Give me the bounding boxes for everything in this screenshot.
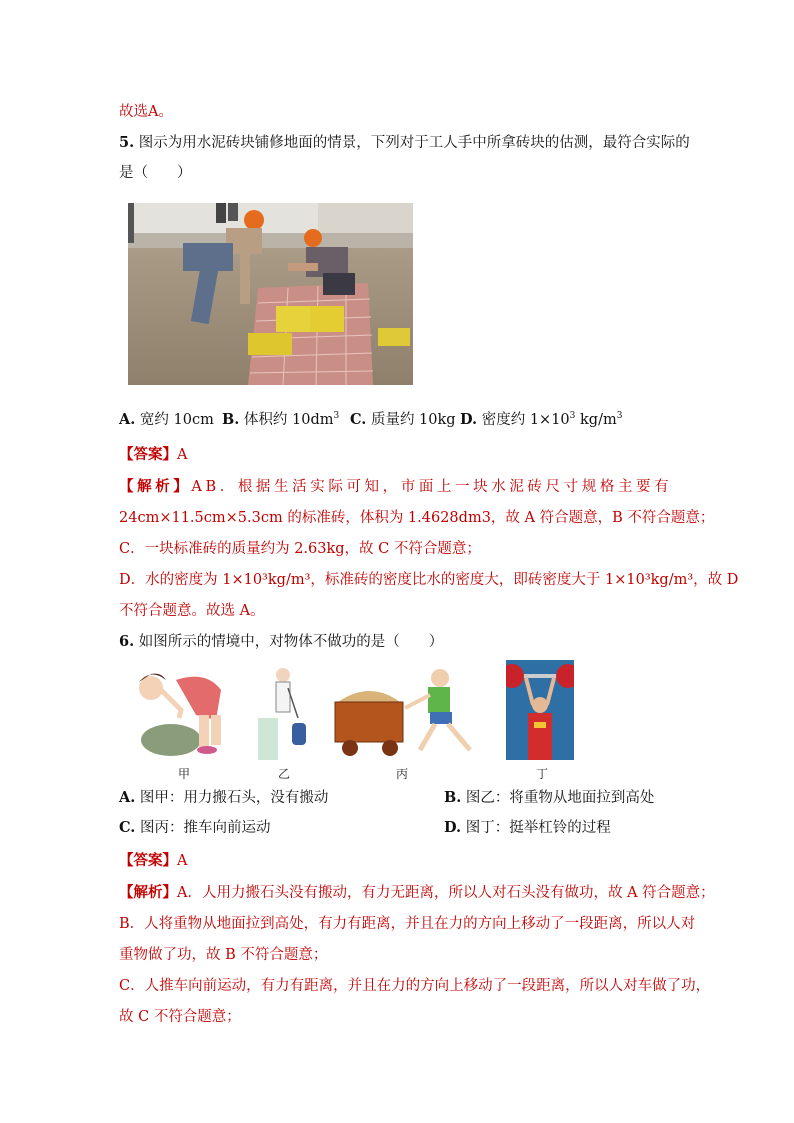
q5-stem-line2: 是（ ）	[119, 165, 192, 181]
q5-option-b	[222, 410, 339, 430]
figure-bing-pushing-cart	[330, 660, 480, 760]
q6-option-a-key: A.	[119, 789, 136, 806]
q5-analysis-line5: 不符合题意。故选 A。	[119, 603, 265, 619]
q6-option-d	[444, 818, 611, 838]
q6-option-d-text: 图丁：挺举杠铃的过程	[465, 820, 611, 836]
q6-analysis-line1	[119, 883, 715, 903]
q5-option-a-key: A.	[119, 411, 136, 428]
q6-analysis-line5: 故 C 不符合题意；	[119, 1009, 241, 1025]
q5-option-d-sup2: 3	[616, 411, 623, 422]
q5-analysis-line3: C．一块标准砖的质量约为 2.63kg，故 C 不符合题意；	[119, 541, 481, 557]
q6-option-b-text: 图乙：将重物从地面拉到高处	[465, 790, 655, 806]
q5-option-c-text: 质量约 10kg	[370, 412, 456, 428]
q6-analysis-label: 【解析】	[119, 884, 177, 901]
q5-option-b-key: B.	[222, 411, 240, 428]
caption-ding: 丁	[536, 767, 549, 781]
q5-answer-value: A	[177, 447, 188, 463]
previous-answer-ending: 故选A。	[119, 104, 173, 120]
q5-analysis-text1: AB．根据生活实际可知，市面上一块水泥砖尺寸规格主要有	[191, 479, 673, 495]
q5-answer	[119, 445, 187, 465]
q6-analysis-line2: B．人将重物从地面拉到高处，有力有距离，并且在力的方向上移动了一段距离，所以人对	[119, 916, 696, 932]
q6-answer-label: 【答案】	[119, 852, 177, 869]
q5-analysis-line1	[119, 477, 672, 497]
figure-jia-lifting-stone	[121, 660, 236, 760]
q5-stem-line1	[119, 133, 690, 153]
q6-stem-text: 如图所示的情境中，对物体不做功的是（ ）	[138, 634, 444, 650]
q6-analysis-line3: 重物做了功，故 B 不符合题意；	[119, 947, 328, 963]
q5-option-c-key: C.	[350, 411, 367, 428]
figure-ding-weightlifter	[506, 660, 574, 760]
q6-option-d-key: D.	[444, 819, 462, 836]
q6-answer-value: A	[177, 853, 188, 869]
q5-option-d-key: D.	[460, 411, 478, 428]
q5-number: 5.	[119, 134, 135, 151]
q5-analysis-line4: D．水的密度为 1×10³kg/m³，标准砖的密度比水的密度大，即砖密度大于 1×10³kg/m³，故 D	[119, 572, 739, 588]
caption-bing: 丙	[396, 767, 409, 781]
q5-answer-label: 【答案】	[119, 446, 177, 463]
q6-answer	[119, 851, 187, 871]
q5-option-d-text: 密度约 1×10	[481, 412, 570, 428]
q6-number: 6.	[119, 633, 135, 650]
q6-option-c-text: 图丙：推车向前运动	[139, 820, 271, 836]
q6-analysis-line4: C．人推车向前运动，有力有距离，并且在力的方向上移动了一段距离，所以人对车做了功，	[119, 978, 711, 994]
q6-option-c-key: C.	[119, 819, 136, 836]
q5-option-b-sup: 3	[333, 411, 340, 422]
q6-option-a	[119, 788, 328, 808]
q5-option-a-text: 宽约 10cm	[139, 412, 214, 428]
q5-analysis-label: 【解析】	[119, 478, 192, 495]
q5-option-d	[460, 410, 622, 430]
q6-option-b	[444, 788, 654, 808]
q5-analysis-line2: 24cm×11.5cm×5.3cm 的标准砖，体积为 1.4628dm3，故 A 符合题意，B 不符合题意；	[119, 510, 715, 526]
q5-construction-photo	[128, 203, 413, 385]
q5-option-d-sup: 3	[569, 411, 576, 422]
q6-option-b-key: B.	[444, 789, 462, 806]
caption-jia: 甲	[178, 767, 191, 781]
q5-option-d-unit: kg/m	[575, 412, 617, 428]
q6-option-c	[119, 818, 270, 838]
q6-stem	[119, 632, 443, 652]
q5-option-c	[350, 410, 456, 430]
q5-stem-text: 图示为用水泥砖块铺修地面的情景，下列对于工人手中所拿砖块的估测，最符合实际的	[138, 135, 690, 151]
q5-option-a	[119, 410, 214, 430]
q6-option-a-text: 图甲：用力搬石头，没有搬动	[139, 790, 329, 806]
caption-yi: 乙	[278, 767, 291, 781]
figure-yi-pulling-weight	[258, 663, 308, 760]
q6-analysis-text1: A．人用力搬石头没有搬动，有力无距离，所以人对石头没有做功，故 A 符合题意；	[177, 885, 715, 901]
q5-option-b-text: 体积约 10dm	[243, 412, 334, 428]
